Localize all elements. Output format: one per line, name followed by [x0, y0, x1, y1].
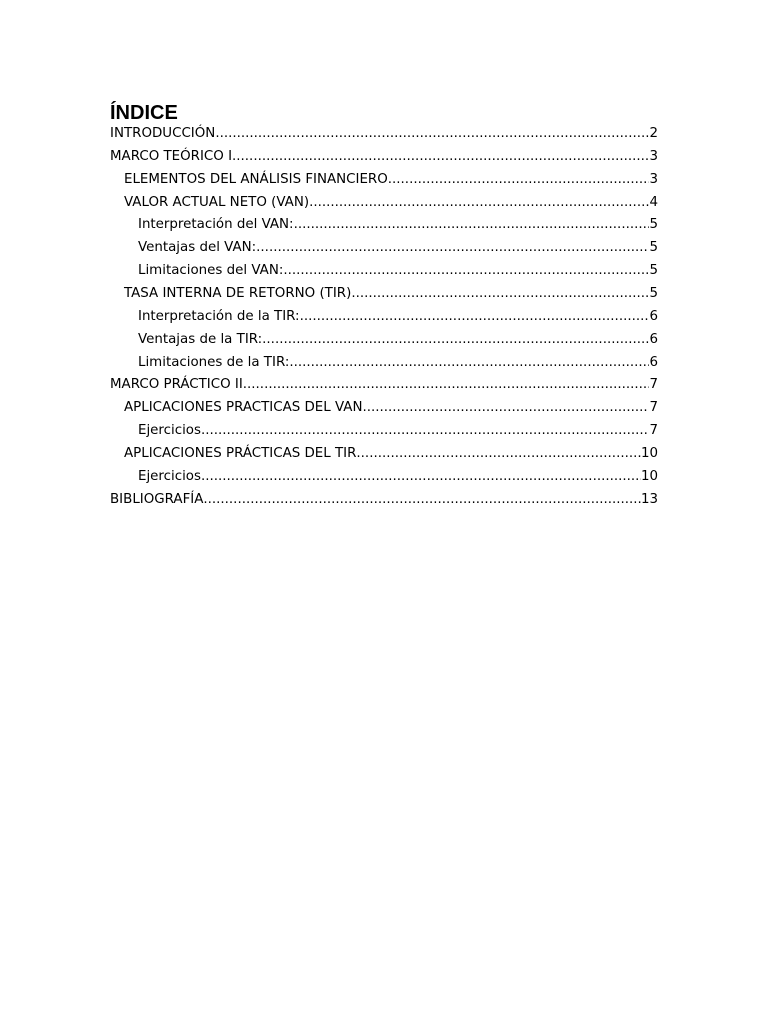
toc-dot-leader — [294, 214, 650, 237]
toc-entry-page-number: 7 — [649, 423, 658, 439]
toc-entry-page-number: 5 — [649, 286, 658, 302]
toc-entry[interactable] — [110, 466, 658, 489]
toc-entry-page-number: 3 — [649, 171, 658, 187]
toc-entry-page-number: 3 — [649, 148, 658, 164]
toc-entry[interactable] — [110, 169, 658, 192]
toc-entry-page-number: 6 — [649, 331, 658, 347]
toc-entry-page-number: 13 — [640, 491, 658, 507]
toc-entry-label: VALOR ACTUAL NETO (VAN) — [124, 194, 310, 210]
toc-entry[interactable] — [110, 123, 658, 146]
toc-dot-leader — [388, 169, 650, 192]
toc-dot-leader — [256, 237, 649, 260]
toc-dot-leader — [351, 283, 649, 306]
toc-entry-label: Ventajas del VAN: — [138, 240, 257, 256]
toc-entry[interactable] — [110, 489, 658, 512]
toc-dot-leader — [300, 306, 650, 329]
toc-entry-label: INTRODUCCIÓN — [110, 126, 216, 141]
toc-entry-label: Limitaciones del VAN: — [138, 263, 284, 279]
toc-dot-leader — [203, 489, 641, 512]
toc-entry-page-number: 6 — [649, 308, 658, 324]
toc-entry[interactable] — [110, 283, 658, 306]
toc-entry[interactable] — [110, 397, 658, 420]
toc-entry-page-number: 5 — [649, 217, 658, 233]
toc-entry-label: Interpretación de la TIR: — [138, 308, 300, 324]
toc-entry[interactable] — [110, 329, 658, 352]
toc-entry-label: MARCO PRÁCTICO II — [110, 377, 243, 393]
toc-dot-leader — [289, 352, 649, 375]
toc-entry-label: Interpretación del VAN: — [138, 217, 294, 233]
toc-entry-label: Ejercicios — [138, 423, 201, 439]
toc-entry[interactable] — [110, 374, 658, 397]
toc-heading: ÍNDICE — [110, 102, 178, 124]
toc-entry[interactable] — [110, 260, 658, 283]
toc-entry[interactable] — [110, 443, 658, 466]
toc-entry[interactable] — [110, 146, 658, 169]
toc-dot-leader — [232, 146, 649, 169]
toc-entry-label: BIBLIOGRAFÍA — [110, 491, 204, 507]
table-of-contents — [110, 100, 658, 512]
toc-dot-leader — [309, 192, 649, 215]
toc-entry-label: Ventajas de la TIR: — [138, 331, 263, 347]
toc-list — [110, 123, 658, 512]
toc-entry-page-number: 5 — [649, 263, 658, 279]
toc-dot-leader — [356, 443, 641, 466]
toc-dot-leader — [215, 123, 649, 146]
toc-entry[interactable] — [110, 352, 658, 375]
toc-entry[interactable] — [110, 420, 658, 443]
toc-entry-label: ELEMENTOS DEL ANÁLISIS FINANCIERO — [124, 171, 388, 187]
toc-dot-leader — [243, 374, 650, 397]
toc-entry-label: APLICACIONES PRÁCTICAS DEL TIR — [124, 446, 357, 462]
toc-dot-leader — [362, 397, 649, 420]
toc-entry-page-number: 2 — [649, 126, 658, 141]
toc-dot-leader — [262, 329, 649, 352]
toc-entry-page-number: 6 — [649, 354, 658, 370]
toc-entry-page-number: 7 — [649, 400, 658, 416]
toc-dot-leader — [201, 420, 650, 443]
toc-entry-label: TASA INTERNA DE RETORNO (TIR) — [124, 286, 352, 302]
toc-entry[interactable] — [110, 306, 658, 329]
toc-entry-page-number: 5 — [649, 240, 658, 256]
toc-entry-label: Ejercicios — [138, 468, 201, 484]
toc-entry[interactable] — [110, 214, 658, 237]
toc-entry[interactable] — [110, 192, 658, 215]
toc-entry-page-number: 4 — [649, 194, 658, 210]
toc-entry-label: Limitaciones de la TIR: — [138, 354, 290, 370]
toc-dot-leader — [283, 260, 649, 283]
toc-entry[interactable] — [110, 237, 658, 260]
toc-entry-page-number: 10 — [640, 468, 658, 484]
toc-dot-leader — [201, 466, 641, 489]
toc-entry-page-number: 10 — [640, 446, 658, 462]
toc-entry-label: APLICACIONES PRACTICAS DEL VAN — [124, 400, 363, 416]
toc-entry-label: MARCO TEÓRICO I — [110, 148, 233, 164]
toc-entry-page-number: 7 — [649, 377, 658, 393]
